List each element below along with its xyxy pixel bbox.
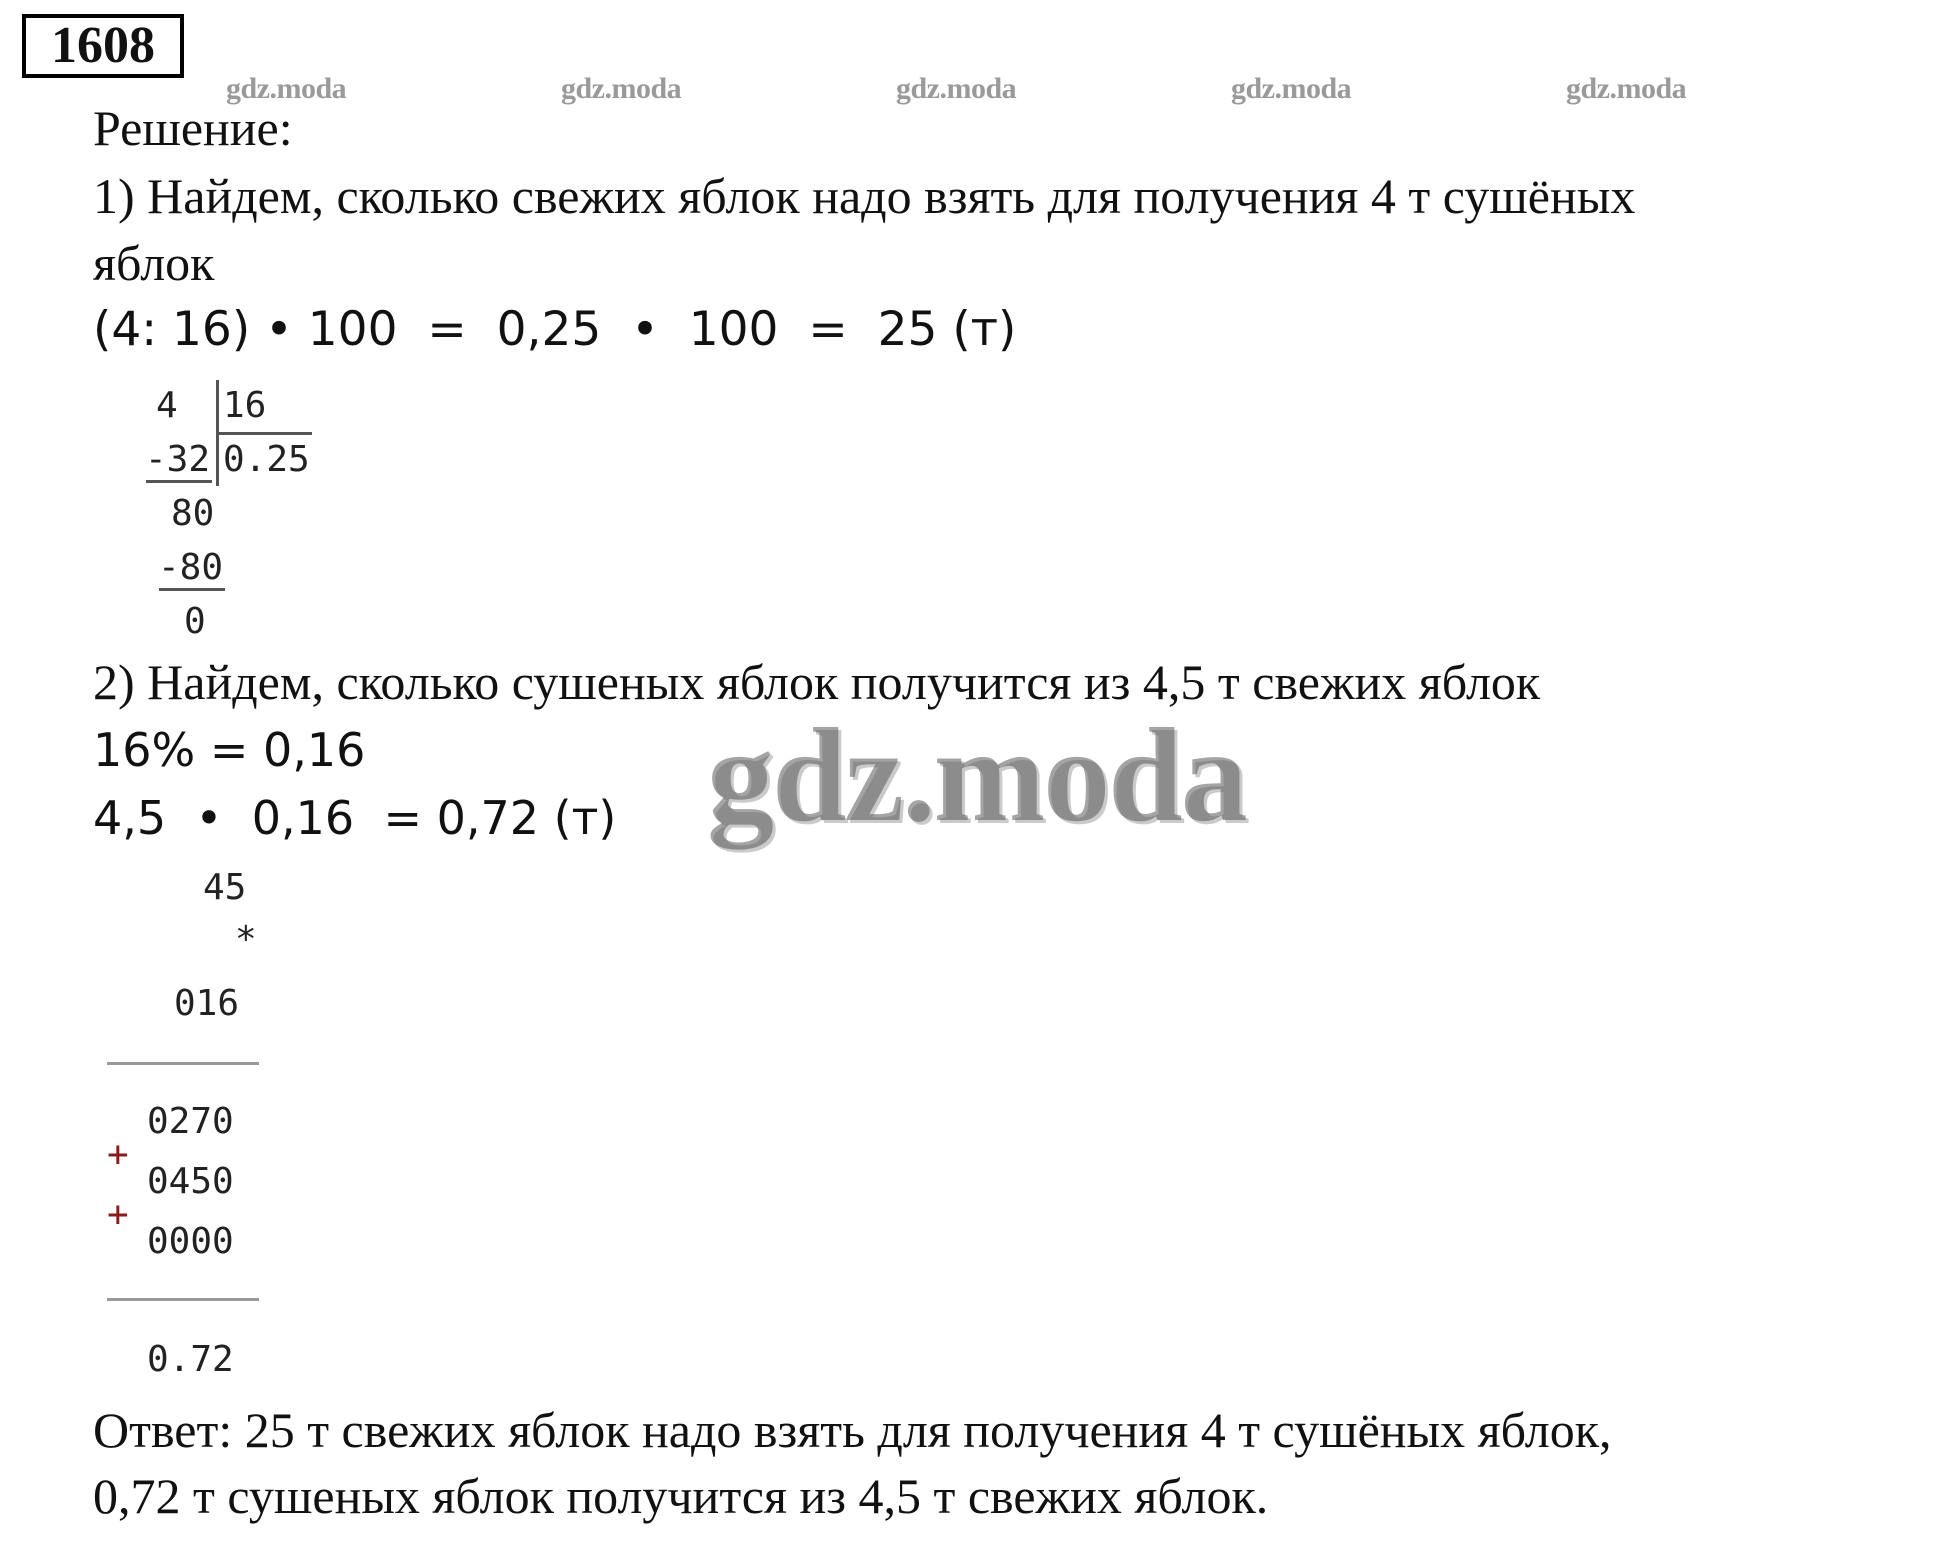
watermark-small-1: gdz.moda	[226, 72, 347, 105]
watermark-small-3: gdz.moda	[896, 72, 1017, 105]
task-number: 1608	[51, 17, 155, 74]
mult-result: 0.72	[147, 1339, 234, 1380]
division-subtract-2: -80	[158, 547, 224, 588]
mult-partial-3: 0000	[147, 1221, 234, 1262]
mult-line-1	[107, 1062, 259, 1065]
mult-factor-a: 45	[203, 867, 247, 908]
watermark-small-2: gdz.moda	[561, 72, 682, 105]
mult-operator: *	[235, 919, 257, 960]
division-remainder-1: 80	[171, 493, 215, 534]
mult-line-2	[107, 1298, 259, 1301]
step2-percent: 16% = 0,16	[93, 723, 366, 777]
division-divisor: 16	[223, 385, 267, 426]
mult-plus-1: +	[107, 1134, 129, 1175]
division-dividend: 4	[156, 385, 178, 426]
step1-text-line1: 1) Найдем, сколько свежих яблок надо взять для получения 4 т сушёных	[93, 168, 1636, 224]
step1-text-line2: яблок	[93, 235, 215, 291]
division-subtract-2-underline	[159, 588, 225, 591]
answer-line2: 0,72 т сушеных яблок получится из 4,5 т свежих яблок.	[93, 1468, 1269, 1524]
step2-formula: 4,5 • 0,16 = 0,72 (т)	[93, 791, 617, 845]
solution-heading: Решение:	[93, 100, 293, 156]
answer-line1: Ответ: 25 т свежих яблок надо взять для получения 4 т сушёных яблок,	[93, 1402, 1612, 1458]
watermark-large: gdz.moda	[707, 701, 1246, 849]
division-subtract-1: -32	[145, 439, 211, 480]
mult-partial-1: 0270	[147, 1101, 234, 1142]
task-number-box	[22, 14, 184, 78]
mult-partial-2: 0450	[147, 1161, 234, 1202]
mult-factor-b: 016	[174, 983, 240, 1024]
step1-formula: (4: 16) • 100 = 0,25 • 100 = 25 (т)	[93, 302, 1017, 357]
step2-text-line1: 2) Найдем, сколько сушеных яблок получится из 4,5 т свежих яблок	[93, 654, 1541, 710]
division-subtract-1-underline	[146, 480, 212, 483]
division-quotient: 0.25	[223, 439, 310, 480]
division-remainder-2: 0	[184, 601, 206, 642]
watermark-small-5: gdz.moda	[1566, 72, 1687, 105]
division-divisor-underline	[216, 432, 312, 435]
mult-plus-2: +	[107, 1194, 129, 1235]
watermark-small-4: gdz.moda	[1231, 72, 1352, 105]
